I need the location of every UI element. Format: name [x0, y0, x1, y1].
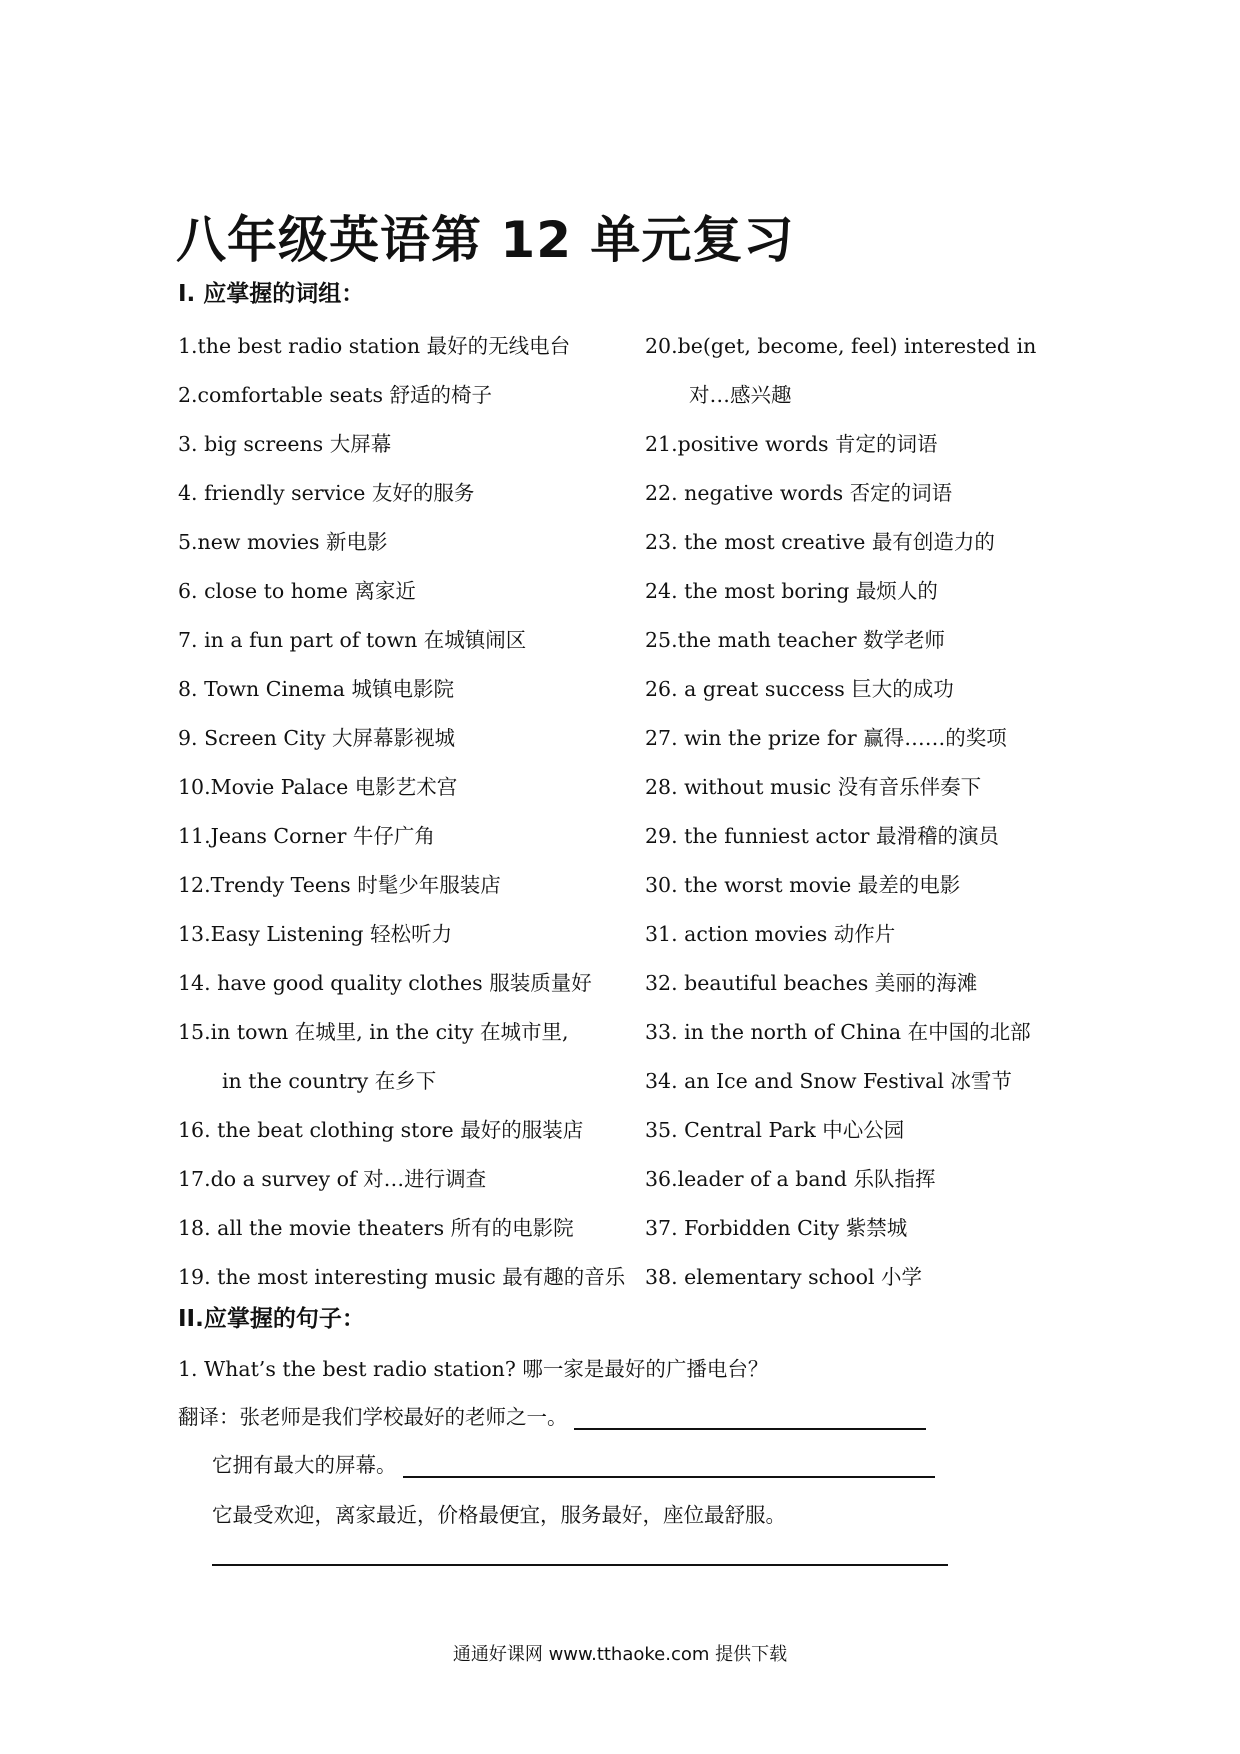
phrase-item: 8. Town Cinema 城镇电影院	[178, 677, 455, 701]
sentence-1: 1. What’s the best radio station? 哪一家是最好的广播电台？	[178, 1357, 769, 1381]
phrase-item: 19. the most interesting music 最有趣的音乐	[178, 1265, 626, 1289]
answer-blank[interactable]	[403, 1452, 935, 1478]
phrase-item: 29. the funniest actor 最滑稽的演员	[645, 824, 999, 848]
phrase-item: 1.the best radio station 最好的无线电台	[178, 334, 571, 358]
phrase-item: 31. action movies 动作片	[645, 922, 896, 946]
phrase-item: 6. close to home 离家近	[178, 579, 416, 603]
phrase-item: 9. Screen City 大屏幕影视城	[178, 726, 455, 750]
phrase-item: 4. friendly service 友好的服务	[178, 481, 475, 505]
phrase-item: 35. Central Park 中心公园	[645, 1118, 905, 1142]
phrase-item: 32. beautiful beaches 美丽的海滩	[645, 971, 978, 995]
phrase-item-continuation: in the country 在乡下	[222, 1069, 437, 1093]
phrase-item: 26. a great success 巨大的成功	[645, 677, 954, 701]
translate-line-2	[212, 1448, 935, 1478]
translate-prompt: 翻译：张老师是我们学校最好的老师之一。	[178, 1405, 568, 1429]
phrase-item: 28. without music 没有音乐伴奏下	[645, 775, 982, 799]
translate-line-3: 它最受欢迎，离家最近，价格最便宜，服务最好，座位最舒服。	[212, 1503, 786, 1527]
phrase-item: 25.the math teacher 数学老师	[645, 628, 946, 652]
answer-blank[interactable]	[212, 1540, 948, 1566]
footer-credit: 通通好课网 www.tthaoke.com 提供下载	[452, 1644, 788, 1665]
phrase-item: 20.be(get, become, feel) interested in	[645, 334, 1037, 358]
phrase-item: 12.Trendy Teens 时髦少年服装店	[178, 873, 501, 897]
phrase-item: 37. Forbidden City 紫禁城	[645, 1216, 908, 1240]
phrase-item: 13.Easy Listening 轻松听力	[178, 922, 453, 946]
translate-line-1	[178, 1400, 926, 1430]
phrase-list-left	[178, 322, 638, 1302]
page-title: 八年级英语第 12 单元复习	[176, 211, 795, 269]
phrase-item: 17.do a survey of 对…进行调查	[178, 1167, 487, 1191]
phrase-item: 16. the beat clothing store 最好的服装店	[178, 1118, 584, 1142]
phrase-item: 2.comfortable seats 舒适的椅子	[178, 383, 492, 407]
phrase-item: 21.positive words 肯定的词语	[645, 432, 938, 456]
phrase-item-continuation: 对…感兴趣	[689, 383, 792, 407]
phrase-item: 34. an Ice and Snow Festival 冰雪节	[645, 1069, 1012, 1093]
phrase-item: 24. the most boring 最烦人的	[645, 579, 938, 603]
phrase-list-right	[645, 322, 1065, 1302]
phrase-item: 22. negative words 否定的词语	[645, 481, 953, 505]
translate-line-3-blank-row	[212, 1540, 948, 1566]
phrase-item: 5.new movies 新电影	[178, 530, 388, 554]
answer-blank[interactable]	[574, 1404, 926, 1430]
phrase-item: 23. the most creative 最有创造力的	[645, 530, 995, 554]
section-heading-phrases: I. 应掌握的词组：	[178, 281, 365, 307]
phrase-item: 38. elementary school 小学	[645, 1265, 923, 1289]
phrase-item: 36.leader of a band 乐队指挥	[645, 1167, 936, 1191]
phrase-item: 30. the worst movie 最差的电影	[645, 873, 961, 897]
phrase-item: 7. in a fun part of town 在城镇闹区	[178, 628, 527, 652]
phrase-item: 11.Jeans Corner 牛仔广角	[178, 824, 435, 848]
phrase-item: 3. big screens 大屏幕	[178, 432, 392, 456]
phrase-item: 18. all the movie theaters 所有的电影院	[178, 1216, 574, 1240]
phrase-item: 10.Movie Palace 电影艺术宫	[178, 775, 458, 799]
phrase-item: 33. in the north of China 在中国的北部	[645, 1020, 1031, 1044]
translate-prompt: 它拥有最大的屏幕。	[212, 1453, 397, 1477]
section-heading-sentences: II.应掌握的句子：	[178, 1306, 365, 1332]
phrase-item: 15.in town 在城里, in the city 在城市里,	[178, 1020, 569, 1044]
phrase-item: 14. have good quality clothes 服装质量好	[178, 971, 592, 995]
phrase-item: 27. win the prize for 赢得……的奖项	[645, 726, 1007, 750]
